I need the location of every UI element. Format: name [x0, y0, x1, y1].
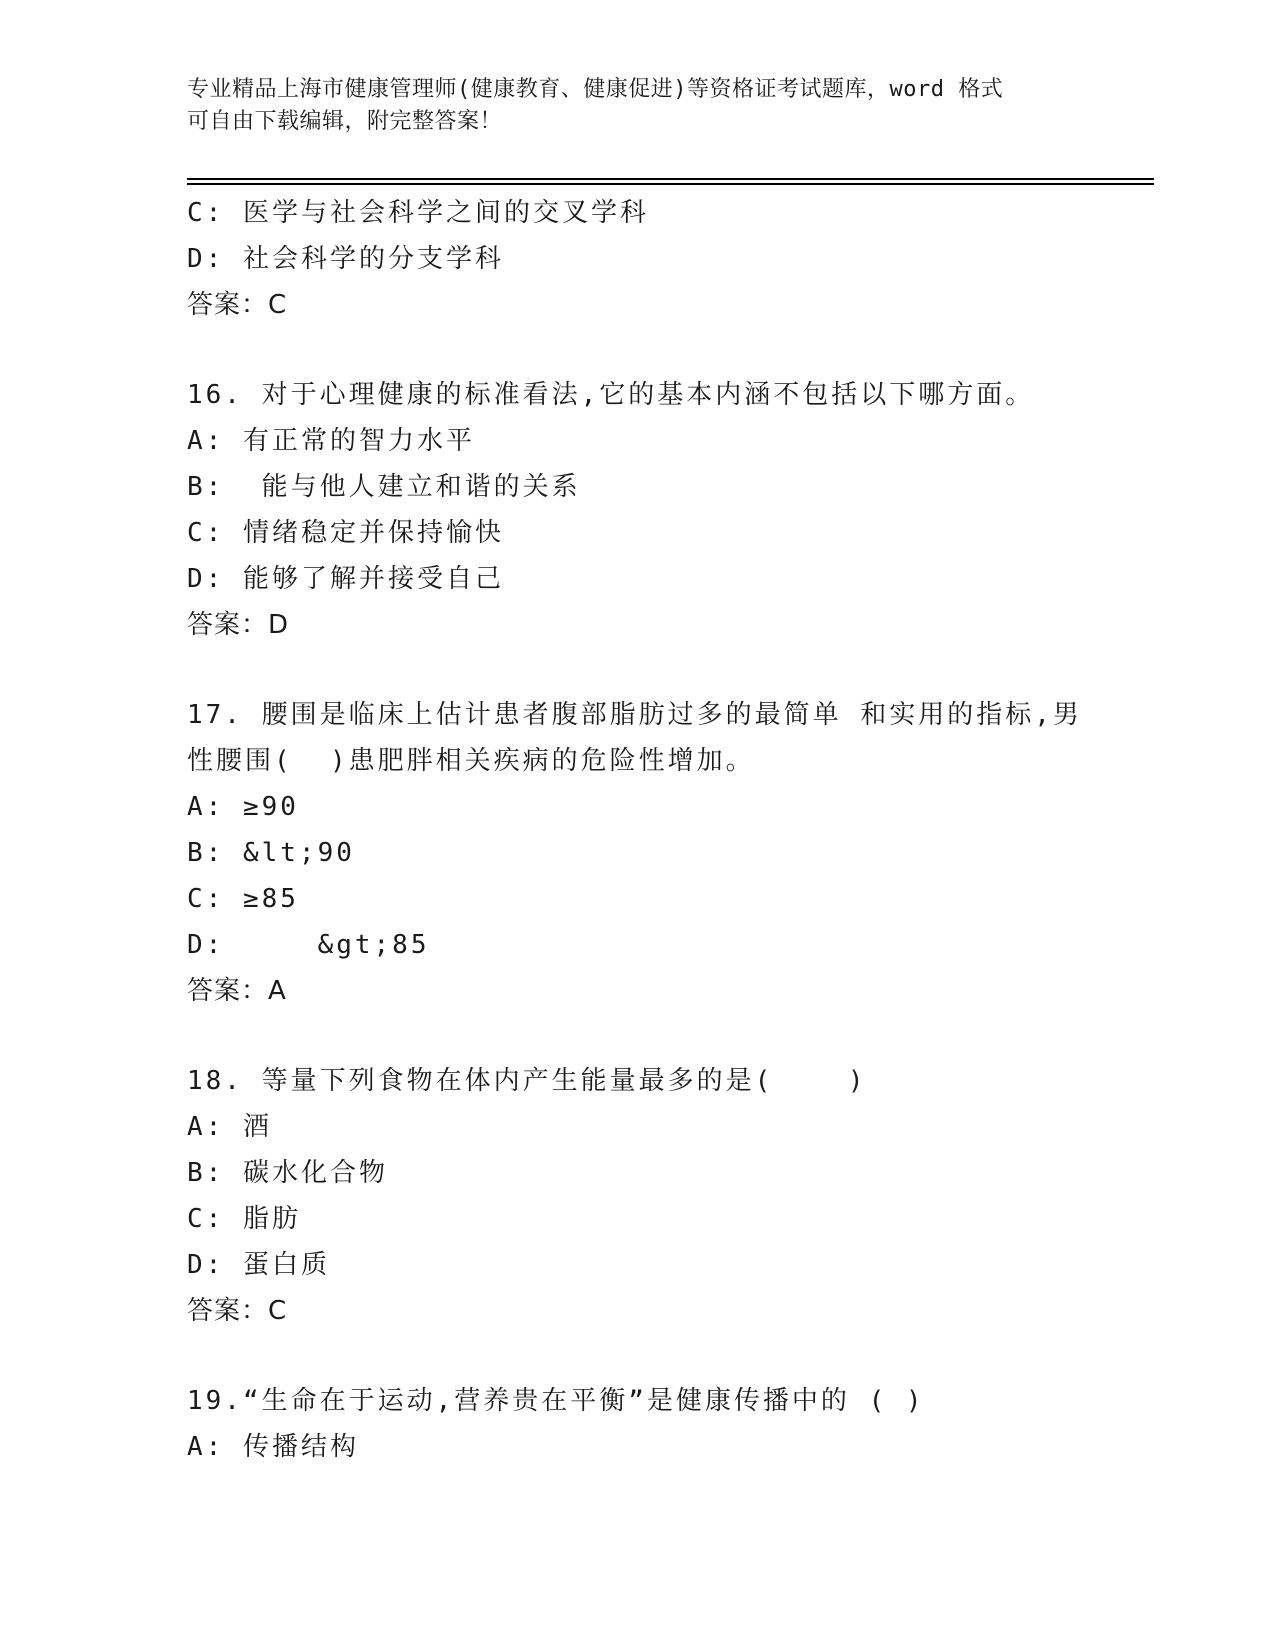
question-19 — [187, 1378, 1087, 1470]
option-a: A: 传播结构 — [187, 1432, 359, 1462]
option-d: D: &gt;85 — [187, 930, 430, 960]
question-18 — [187, 1058, 1087, 1334]
option-d: D: 社会科学的分支学科 — [187, 244, 504, 274]
option-b: B: &lt;90 — [187, 838, 355, 868]
option-a: A: 有正常的智力水平 — [187, 426, 475, 456]
spacer — [187, 1334, 1087, 1378]
question-text: 16. 对于心理健康的标准看法,它的基本内涵不包括以下哪方面。 — [187, 380, 1035, 410]
question-16 — [187, 372, 1087, 648]
header-rule-bottom — [187, 183, 1154, 185]
question-15-continuation — [187, 190, 1087, 328]
question-text: 19.“生命在于运动,营养贵在平衡”是健康传播中的 ( ) — [187, 1386, 925, 1416]
question-text: 18. 等量下列食物在体内产生能量最多的是( ) — [187, 1066, 867, 1096]
answer-line: 答案：A — [187, 976, 287, 1006]
option-c: C: ≥85 — [187, 884, 299, 914]
question-text-continued: 性腰围( )患肥胖相关疾病的危险性增加。 — [187, 746, 755, 776]
option-c: C: 脂肪 — [187, 1204, 301, 1234]
option-d: D: 能够了解并接受自己 — [187, 564, 504, 594]
header-rule-top — [187, 178, 1154, 180]
answer-line: 答案：C — [187, 290, 288, 320]
option-a: A: 酒 — [187, 1112, 272, 1142]
question-17 — [187, 692, 1087, 1014]
header-line-2: 可自由下载编辑，附完整答案！ — [187, 109, 503, 134]
spacer — [187, 1014, 1087, 1058]
spacer — [187, 328, 1087, 372]
option-b: B: 能与他人建立和谐的关系 — [187, 472, 581, 502]
spacer — [187, 648, 1087, 692]
answer-line: 答案：D — [187, 610, 290, 640]
option-b: B: 碳水化合物 — [187, 1158, 388, 1188]
option-a: A: ≥90 — [187, 792, 299, 822]
answer-line: 答案：C — [187, 1296, 288, 1326]
option-c: C: 医学与社会科学之间的交叉学科 — [187, 198, 649, 228]
question-list — [187, 190, 1087, 1470]
document-header — [187, 74, 1087, 138]
option-d: D: 蛋白质 — [187, 1250, 330, 1280]
header-line-1: 专业精品上海市健康管理师(健康教育、健康促进)等资格证考试题库，word 格式 — [187, 77, 1004, 102]
option-c: C: 情绪稳定并保持愉快 — [187, 518, 504, 548]
question-text: 17. 腰围是临床上估计患者腹部脂肪过多的最简单 和实用的指标,男 — [187, 700, 1082, 730]
